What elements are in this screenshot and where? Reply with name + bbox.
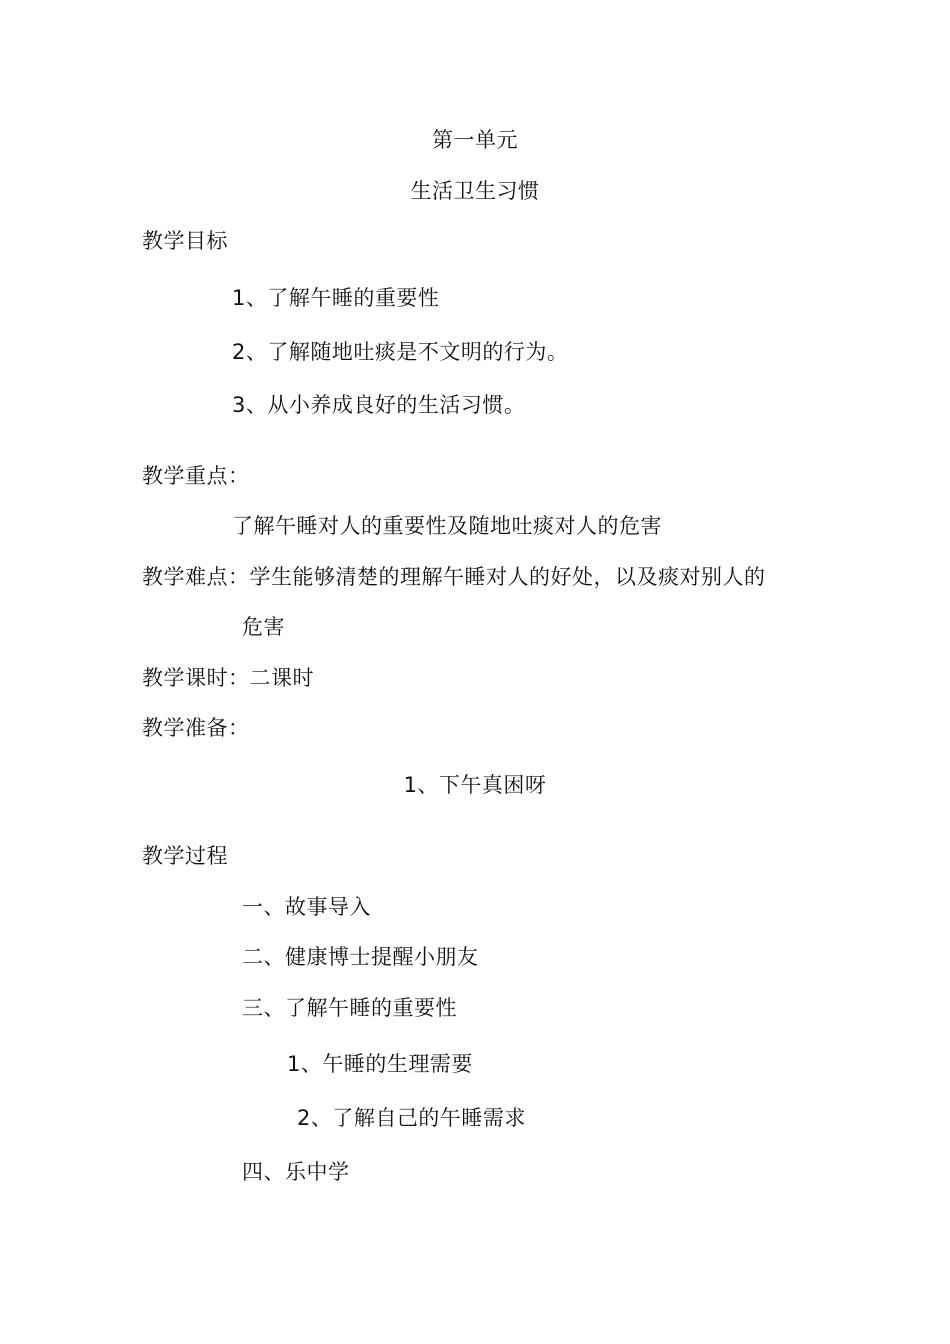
process-step: 一、故事导入 [242,895,371,919]
objective-item: 1、了解午睡的重要性 [232,286,440,310]
process-substep: 2、了解自己的午睡需求 [297,1106,526,1130]
lesson-title: 生活卫生习惯 [410,179,540,203]
difficulties-continuation: 危害 [242,615,285,639]
objectives-heading: 教学目标 [142,229,228,253]
unit-title: 第一单元 [432,128,518,152]
process-step: 二、健康博士提醒小朋友 [242,945,479,969]
preparation-item: 1、下午真困呀 [403,773,547,797]
difficulties-line: 教学难点：学生能够清楚的理解午睡对人的好处，以及痰对别人的 [142,565,766,589]
process-step: 三、了解午睡的重要性 [242,996,457,1020]
process-step: 四、乐中学 [242,1160,350,1184]
process-heading: 教学过程 [142,844,228,868]
preparation-heading: 教学准备： [142,716,250,740]
teaching-hours: 教学课时：二课时 [142,666,314,690]
key-points-content: 了解午睡对人的重要性及随地吐痰对人的危害 [232,514,662,538]
key-points-heading: 教学重点： [142,464,250,488]
process-substep: 1、午睡的生理需要 [287,1052,473,1076]
objective-item: 3、从小养成良好的生活习惯。 [232,393,526,417]
objective-item: 2、了解随地吐痰是不文明的行为。 [232,340,569,364]
